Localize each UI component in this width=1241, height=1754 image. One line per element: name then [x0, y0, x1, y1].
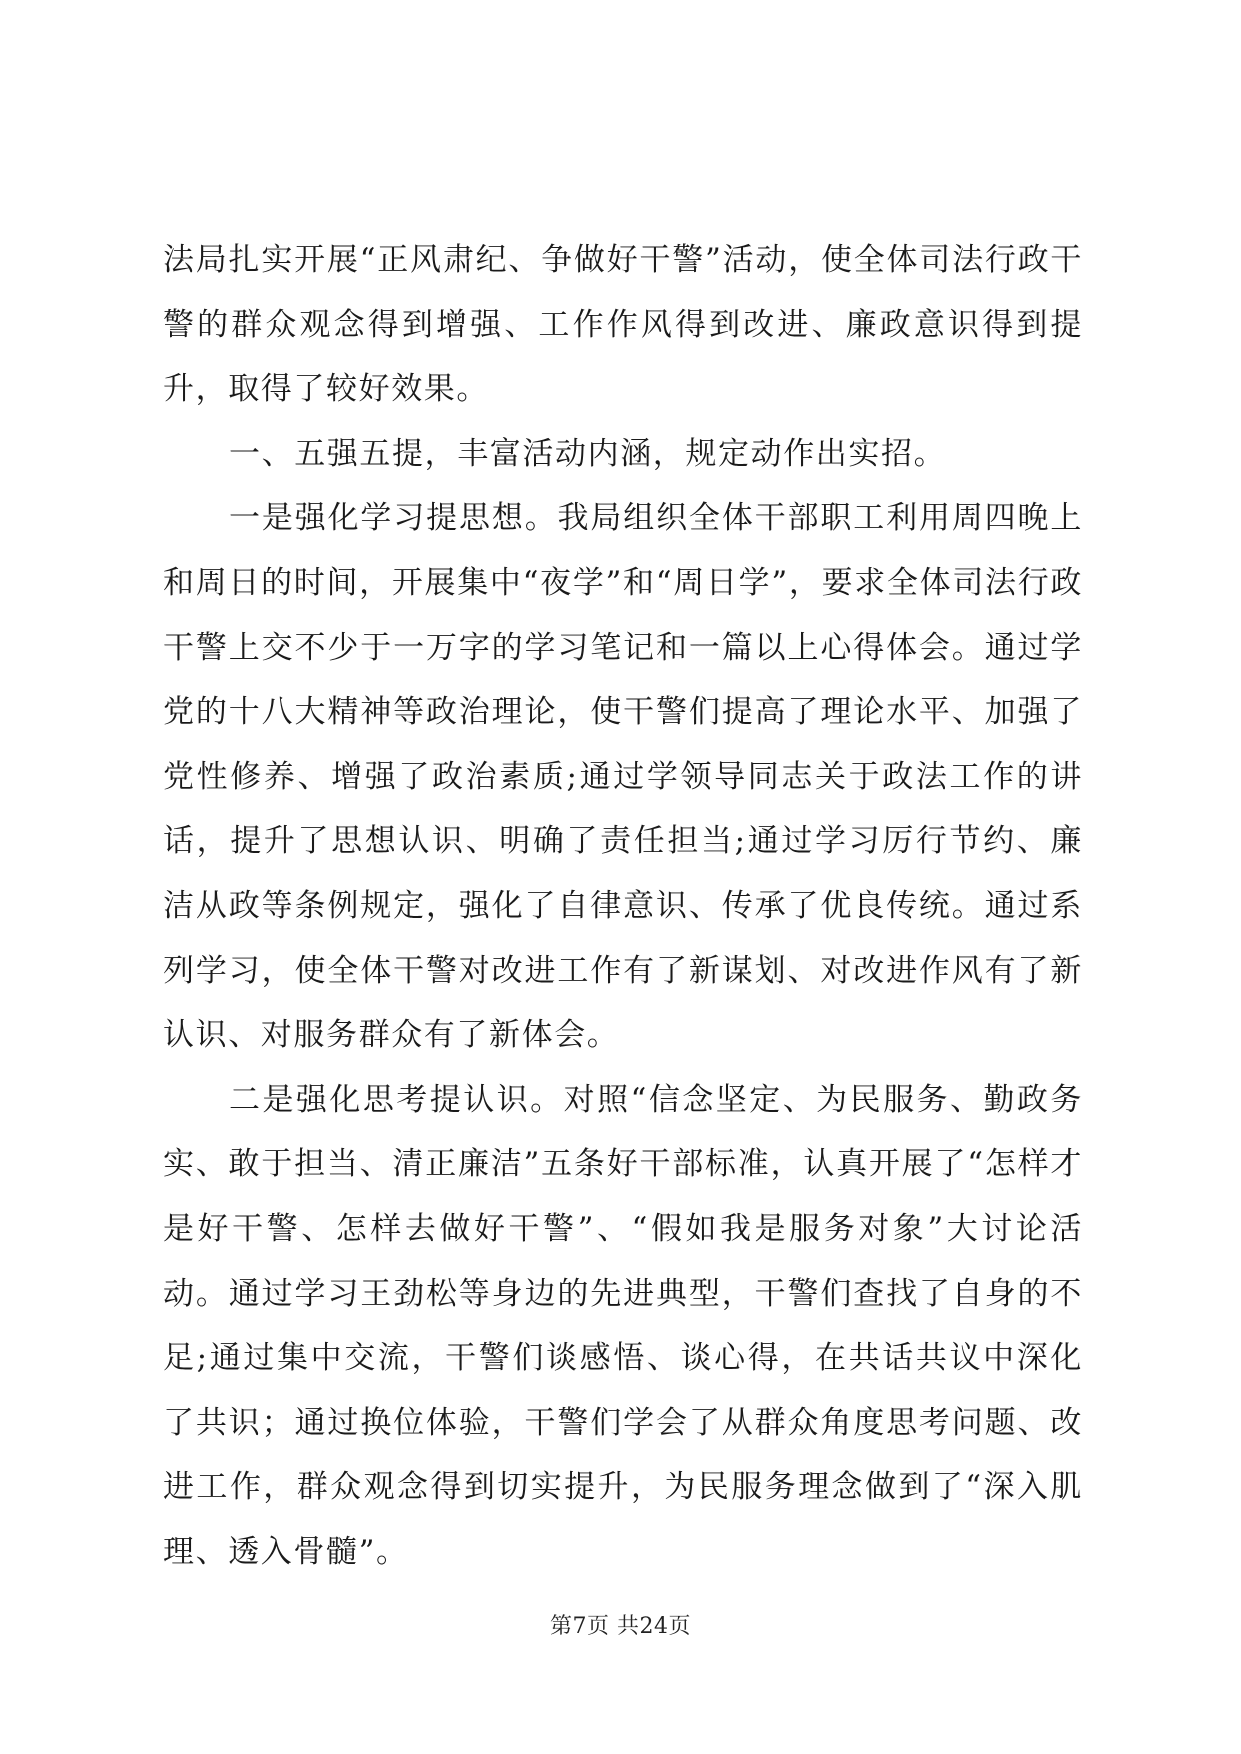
paragraph-continuation: 法局扎实开展“正风肃纪、争做好干警”活动，使全体司法行政干警的群众观念得到增强、工作作风得到改进、廉政意识得到提升，取得了较好效果。 — [163, 242, 1083, 408]
paragraph-reflection: 二是强化思考提认识。对照“信念坚定、为民服务、勤政务实、敢于担当、清正廉洁”五条好干部标准，认真开展了“怎样才是好干警、怎样去做好干警”、“假如我是服务对象”大讨论活动。通过学习王劲松等身边的先进典型，干警们查找了自身的不足;通过集中交流，干警们谈感悟、谈心得，在共话共议中深化了共识；通过换位体验，干警们学会了从群众角度思考问题、改进工作，群众观念得到切实提升，为民服务理念做到了“深入肌理、透入骨髓”。 — [163, 1081, 1083, 1570]
section-heading: 一、五强五提，丰富活动内涵，规定动作出实招。 — [229, 435, 947, 472]
page-footer: 第7页 共24页 — [550, 1614, 691, 1639]
document-body — [163, 228, 1083, 1584]
paragraph-study: 一是强化学习提思想。我局组织全体干部职工利用周四晚上和周日的时间，开展集中“夜学”和“周日学”，要求全体司法行政干警上交不少于一万字的学习笔记和一篇以上心得体会。通过学党的十八大精神等政治理论，使干警们提高了理论水平、加强了党性修养、增强了政治素质;通过学领导同志关于政法工作的讲话，提升了思想认识、明确了责任担当;通过学习厉行节约、廉洁从政等条例规定，强化了自律意识、传承了优良传统。通过系列学习，使全体干警对改进工作有了新谋划、对改进作风有了新认识、对服务群众有了新体会。 — [163, 500, 1083, 1054]
